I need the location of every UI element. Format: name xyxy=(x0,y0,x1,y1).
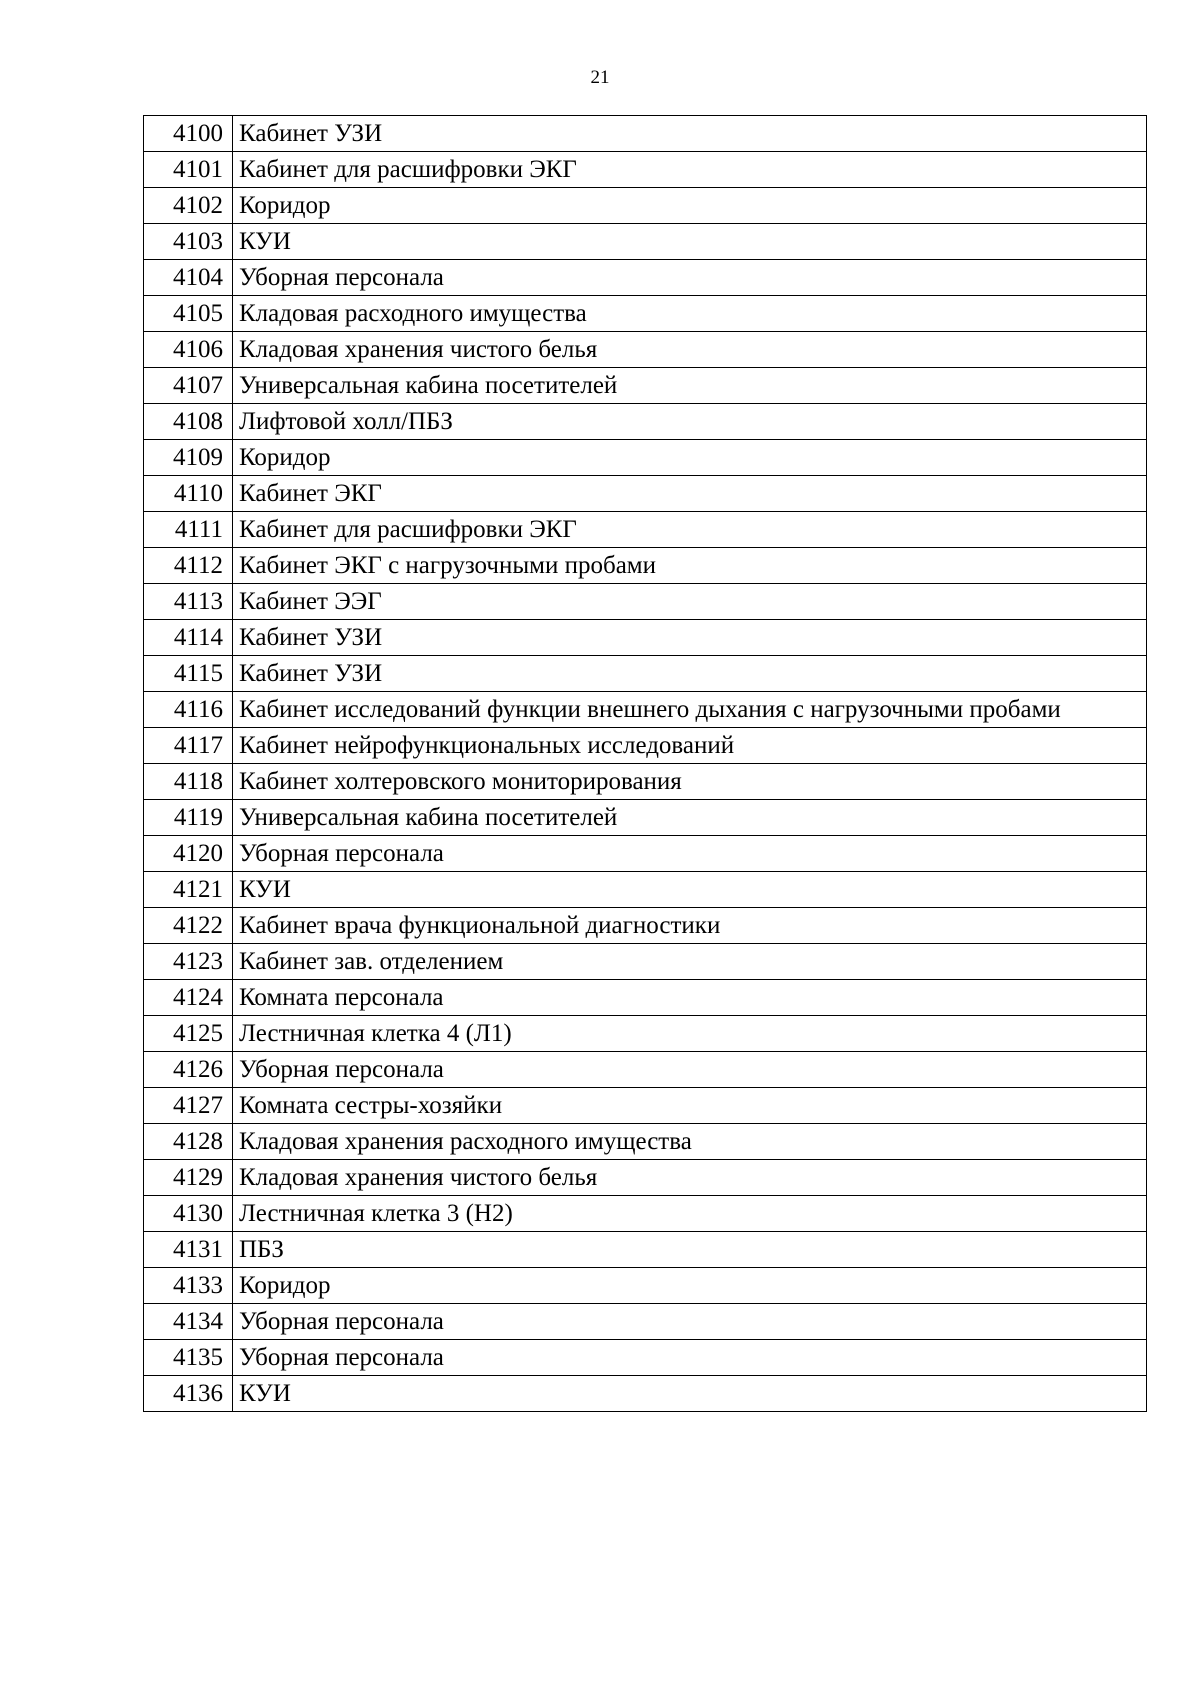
table-row xyxy=(144,1304,1147,1340)
room-number-cell: 4135 xyxy=(144,1340,233,1376)
table-row xyxy=(144,296,1147,332)
room-number-cell: 4133 xyxy=(144,1268,233,1304)
room-number-cell: 4108 xyxy=(144,404,233,440)
table-row xyxy=(144,800,1147,836)
room-name-cell: Кабинет УЗИ xyxy=(233,116,1147,152)
table-row xyxy=(144,224,1147,260)
room-name-cell: Кабинет для расшифровки ЭКГ xyxy=(233,152,1147,188)
room-name-cell: Коридор xyxy=(233,1268,1147,1304)
table-row xyxy=(144,584,1147,620)
room-name-cell: Кабинет ЭКГ с нагрузочными пробами xyxy=(233,548,1147,584)
rooms-table xyxy=(143,115,1147,1412)
room-name-cell: Уборная персонала xyxy=(233,1340,1147,1376)
room-name-cell: Лестничная клетка 3 (Н2) xyxy=(233,1196,1147,1232)
table-row xyxy=(144,1052,1147,1088)
room-name-cell: Лестничная клетка 4 (Л1) xyxy=(233,1016,1147,1052)
room-number-cell: 4128 xyxy=(144,1124,233,1160)
table-row xyxy=(144,980,1147,1016)
room-name-cell: Кабинет УЗИ xyxy=(233,620,1147,656)
room-name-cell: КУИ xyxy=(233,872,1147,908)
table-row xyxy=(144,656,1147,692)
room-number-cell: 4121 xyxy=(144,872,233,908)
room-number-cell: 4116 xyxy=(144,692,233,728)
room-name-cell: Кабинет зав. отделением xyxy=(233,944,1147,980)
room-name-cell: Кабинет холтеровского мониторирования xyxy=(233,764,1147,800)
room-number-cell: 4131 xyxy=(144,1232,233,1268)
room-number-cell: 4115 xyxy=(144,656,233,692)
room-name-cell: Кабинет врача функциональной диагностики xyxy=(233,908,1147,944)
room-number-cell: 4126 xyxy=(144,1052,233,1088)
table-row xyxy=(144,332,1147,368)
room-name-cell: Уборная персонала xyxy=(233,1304,1147,1340)
room-name-cell: ПБЗ xyxy=(233,1232,1147,1268)
room-name-cell: Кабинет нейрофункциональных исследований xyxy=(233,728,1147,764)
table-row xyxy=(144,872,1147,908)
room-number-cell: 4125 xyxy=(144,1016,233,1052)
room-number-cell: 4124 xyxy=(144,980,233,1016)
table-row xyxy=(144,1376,1147,1412)
table-row xyxy=(144,152,1147,188)
room-name-cell: Коридор xyxy=(233,440,1147,476)
table-row xyxy=(144,404,1147,440)
room-number-cell: 4112 xyxy=(144,548,233,584)
table-row xyxy=(144,1124,1147,1160)
table-row xyxy=(144,692,1147,728)
room-number-cell: 4117 xyxy=(144,728,233,764)
room-number-cell: 4136 xyxy=(144,1376,233,1412)
room-number-cell: 4109 xyxy=(144,440,233,476)
room-number-cell: 4122 xyxy=(144,908,233,944)
table-row xyxy=(144,512,1147,548)
page-number: 21 xyxy=(590,67,610,88)
room-number-cell: 4114 xyxy=(144,620,233,656)
table-row xyxy=(144,1160,1147,1196)
room-number-cell: 4110 xyxy=(144,476,233,512)
room-number-cell: 4118 xyxy=(144,764,233,800)
room-number-cell: 4111 xyxy=(144,512,233,548)
room-number-cell: 4105 xyxy=(144,296,233,332)
table-row xyxy=(144,1016,1147,1052)
table-row xyxy=(144,1268,1147,1304)
room-number-cell: 4104 xyxy=(144,260,233,296)
rooms-table-body xyxy=(144,116,1147,1412)
room-name-cell: Лифтовой холл/ПБЗ xyxy=(233,404,1147,440)
table-row xyxy=(144,620,1147,656)
room-name-cell: Кладовая хранения чистого белья xyxy=(233,332,1147,368)
room-number-cell: 4100 xyxy=(144,116,233,152)
room-number-cell: 4107 xyxy=(144,368,233,404)
room-number-cell: 4130 xyxy=(144,1196,233,1232)
room-name-cell: Комната сестры-хозяйки xyxy=(233,1088,1147,1124)
room-name-cell: Кабинет исследований функции внешнего дыхания с нагрузочными пробами xyxy=(233,692,1147,728)
table-row xyxy=(144,1196,1147,1232)
room-number-cell: 4102 xyxy=(144,188,233,224)
room-name-cell: Универсальная кабина посетителей xyxy=(233,800,1147,836)
table-row xyxy=(144,764,1147,800)
room-name-cell: Кабинет ЭЭГ xyxy=(233,584,1147,620)
table-row xyxy=(144,836,1147,872)
table-row xyxy=(144,548,1147,584)
room-name-cell: Кладовая расходного имущества xyxy=(233,296,1147,332)
room-name-cell: Кабинет для расшифровки ЭКГ xyxy=(233,512,1147,548)
room-name-cell: Универсальная кабина посетителей xyxy=(233,368,1147,404)
room-number-cell: 4106 xyxy=(144,332,233,368)
room-name-cell: Кабинет ЭКГ xyxy=(233,476,1147,512)
room-number-cell: 4123 xyxy=(144,944,233,980)
table-row xyxy=(144,440,1147,476)
room-name-cell: Кладовая хранения чистого белья xyxy=(233,1160,1147,1196)
table-row xyxy=(144,1232,1147,1268)
table-row xyxy=(144,188,1147,224)
room-name-cell: Кабинет УЗИ xyxy=(233,656,1147,692)
table-row xyxy=(144,728,1147,764)
room-name-cell: Коридор xyxy=(233,188,1147,224)
table-row xyxy=(144,116,1147,152)
room-name-cell: КУИ xyxy=(233,1376,1147,1412)
table-row xyxy=(144,944,1147,980)
room-name-cell: Уборная персонала xyxy=(233,836,1147,872)
room-name-cell: Кладовая хранения расходного имущества xyxy=(233,1124,1147,1160)
table-row xyxy=(144,1088,1147,1124)
room-number-cell: 4113 xyxy=(144,584,233,620)
room-name-cell: Уборная персонала xyxy=(233,1052,1147,1088)
room-name-cell: Уборная персонала xyxy=(233,260,1147,296)
room-number-cell: 4134 xyxy=(144,1304,233,1340)
table-row xyxy=(144,908,1147,944)
table-row xyxy=(144,1340,1147,1376)
room-number-cell: 4129 xyxy=(144,1160,233,1196)
room-number-cell: 4127 xyxy=(144,1088,233,1124)
room-number-cell: 4101 xyxy=(144,152,233,188)
room-name-cell: Комната персонала xyxy=(233,980,1147,1016)
room-number-cell: 4103 xyxy=(144,224,233,260)
table-row xyxy=(144,368,1147,404)
table-row xyxy=(144,476,1147,512)
room-number-cell: 4120 xyxy=(144,836,233,872)
room-name-cell: КУИ xyxy=(233,224,1147,260)
table-row xyxy=(144,260,1147,296)
room-number-cell: 4119 xyxy=(144,800,233,836)
